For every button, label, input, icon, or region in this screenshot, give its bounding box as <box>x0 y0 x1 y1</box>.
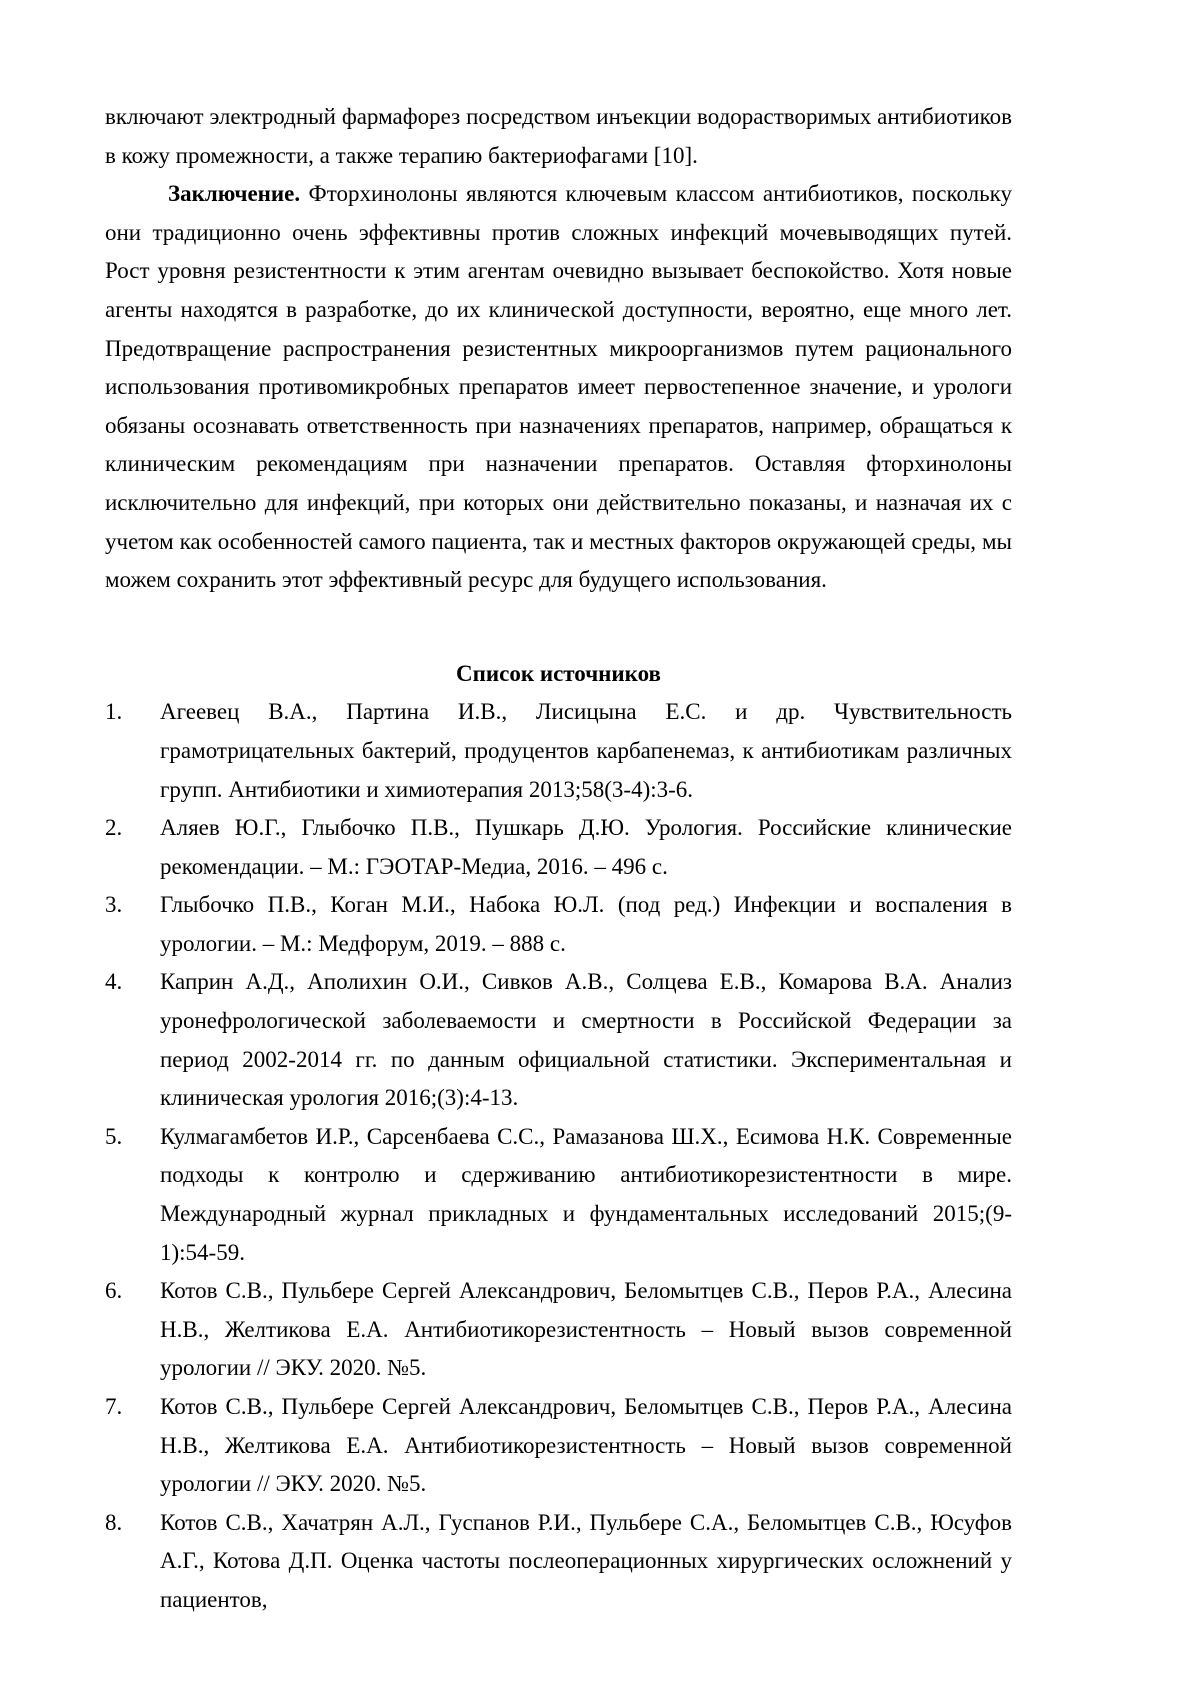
conclusion-text: Фторхинолоны являются ключевым классом антибиотиков, поскольку они традиционно очень эффективны против сложных инфекций мочевыводящих путей. Рост уровня резистентности к этим агентам очевидно вызывает беспокойство. Хотя новые агенты находятся в разработке, до их клинической доступности, вероятно, еще много лет. Предотвращение распространения резистентных микроорганизмов путем рационального использования противомикробных препаратов имеет первостепенное значение, и урологи обязаны осознавать ответственность при назначениях препаратов, например, обращаться к клиническим рекомендациям при назначении препаратов. Оставляя фторхинолоны исключительно для инфекций, при которых они действительно показаны, и назначая их с учетом как особенностей самого пациента, так и местных факторов окружающей среды, мы можем сохранить этот эффективный ресурс для будущего использования. <box>105 181 1012 593</box>
reference-text: Котов С.В., Пульбере Сергей Александрович, Беломытцев С.В., Перов Р.А., Алесина Н.В., Желтикова Е.А. Антибиотикорезистентность – Новый вызов современной урологии // ЭКУ. 2020. №5. <box>160 1394 1012 1497</box>
reference-text: Агеевец В.А., Партина И.В., Лисицына Е.С. и др. Чувствительность грамотрицательных бактерий, продуцентов карбапенемаз, к антибиотикам различных групп. Антибиотики и химиотерапия 2013;58(3-4):3-6. <box>160 699 1012 802</box>
intro-paragraph-text: включают электродный фармафорез посредством инъекции водорастворимых антибиотиков в кожу промежности, а также терапию бактериофагами [10]. <box>105 104 1012 168</box>
reference-item <box>105 1504 1012 1620</box>
conclusion-label: Заключение. <box>168 181 301 207</box>
references-heading: Список источников <box>456 660 661 686</box>
page-content <box>105 98 1012 1620</box>
reference-item <box>105 1388 1012 1504</box>
reference-item <box>105 963 1012 1117</box>
reference-item <box>105 1272 1012 1388</box>
reference-number: 4. <box>105 969 123 995</box>
reference-text: Каприн А.Д., Аполихин О.И., Сивков А.В., Солцева Е.В., Комарова В.А. Анализ уронефрологической заболеваемости и смертности в Российской Федерации за период 2002-2014 гг. по данным официальной статистики. Экспериментальная и клиническая урология 2016;(3):4-13. <box>160 969 1012 1111</box>
reference-number: 1. <box>105 699 123 725</box>
reference-number: 8. <box>105 1509 123 1535</box>
reference-text: Котов С.В., Хачатрян А.Л., Гуспанов Р.И., Пульбере С.А., Беломытцев С.В., Юсуфов А.Г., Котова Д.П. Оценка частоты послеоперационных хирургических осложнений у пациентов, <box>160 1509 1012 1612</box>
reference-item <box>105 693 1012 809</box>
references-list <box>105 693 1012 1619</box>
reference-text: Глыбочко П.В., Коган М.И., Набока Ю.Л. (под ред.) Инфекции и воспаления в урологии. – М.: Медфорум, 2019. – 888 с. <box>160 892 1012 956</box>
reference-number: 6. <box>105 1278 123 1304</box>
reference-item <box>105 809 1012 886</box>
reference-text: Кулмагамбетов И.Р., Сарсенбаева С.С., Рамазанова Ш.Х., Есимова Н.К. Современные подходы к контролю и сдерживанию антибиотикорезистентности в мире. Международный журнал прикладных и фундаментальных исследований 2015;(9-1):54-59. <box>160 1123 1012 1265</box>
intro-paragraph <box>105 98 1012 175</box>
reference-number: 5. <box>105 1123 123 1149</box>
reference-text: Котов С.В., Пульбере Сергей Александрович, Беломытцев С.В., Перов Р.А., Алесина Н.В., Желтикова Е.А. Антибиотикорезистентность – Новый вызов современной урологии // ЭКУ. 2020. №5. <box>160 1278 1012 1381</box>
reference-number: 3. <box>105 892 123 918</box>
reference-item <box>105 1118 1012 1272</box>
conclusion-paragraph <box>105 175 1012 600</box>
reference-number: 7. <box>105 1394 123 1419</box>
reference-item <box>105 886 1012 963</box>
reference-number: 2. <box>105 815 123 841</box>
reference-text: Аляев Ю.Г., Глыбочко П.В., Пушкарь Д.Ю. Урология. Российские клинические рекомендации. – М.: ГЭОТАР-Медиа, 2016. – 496 с. <box>160 815 1012 879</box>
